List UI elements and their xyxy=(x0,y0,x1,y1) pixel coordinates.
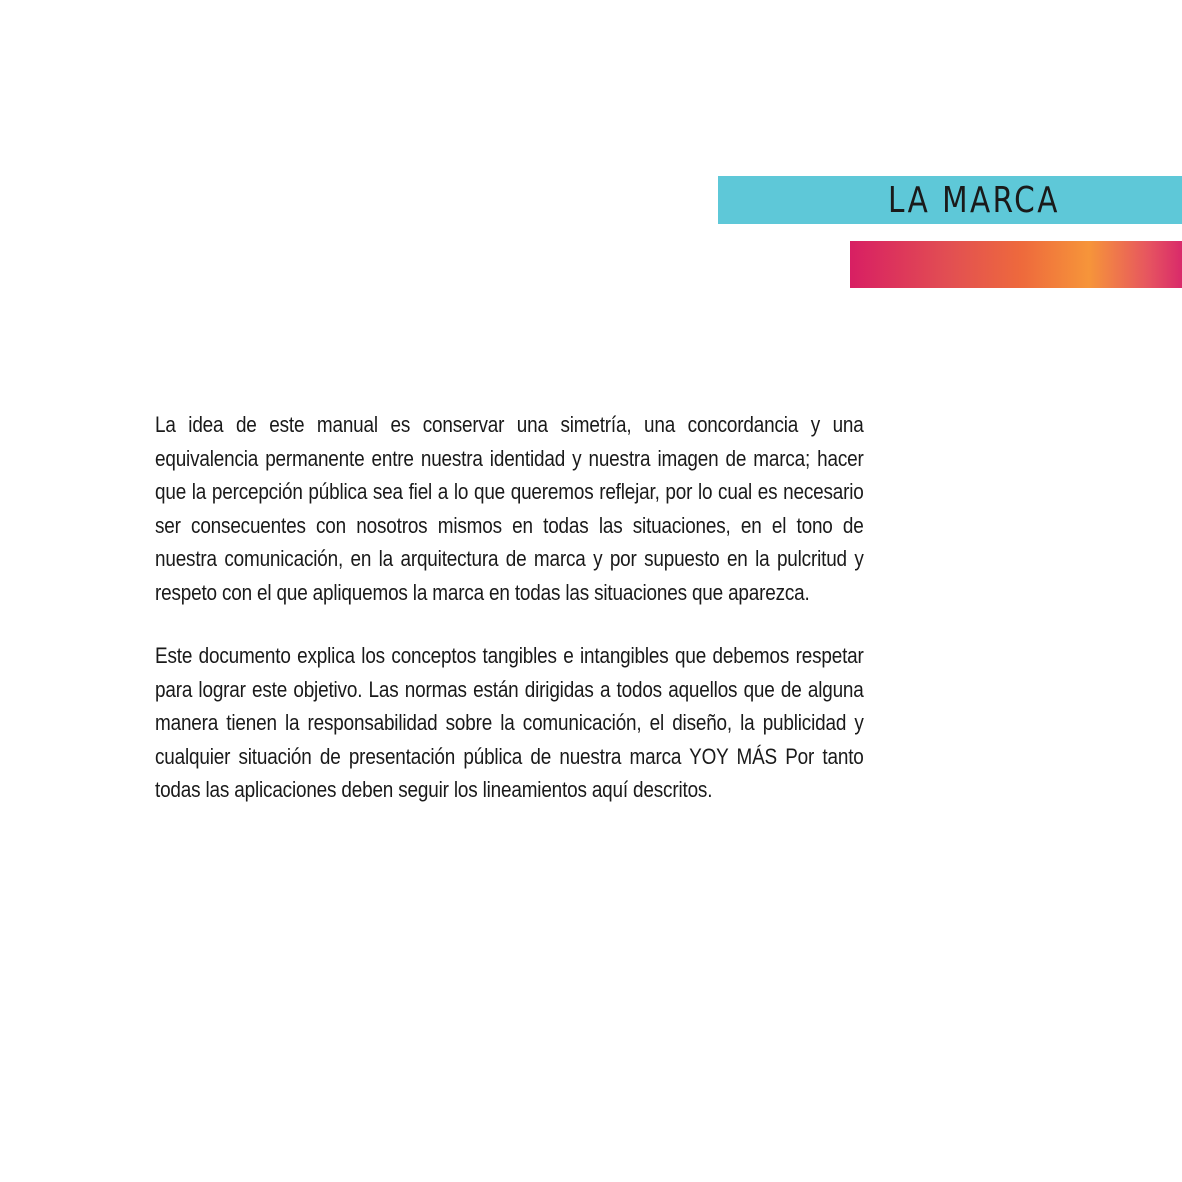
section-title: LA MARCA xyxy=(888,180,1060,221)
gradient-accent-bar xyxy=(850,241,1182,288)
section-title-bar xyxy=(718,176,1182,224)
body-text xyxy=(155,408,864,807)
paragraph-scope: Este documento explica los conceptos tangibles e intangibles que debemos respetar para lograr este objetivo. Las normas están dirigidas a todos aquellos que de alguna manera tienen la responsabilidad sobre la comunicación, el diseño, la publicidad y cualquier situación de presentación pública de nuestra marca YOY MÁS Por tanto todas las aplicaciones deben seguir los lineamientos aquí descritos. xyxy=(155,643,864,802)
paragraph-intro: La idea de este manual es conservar una simetría, una concordancia y una equivalencia permanente entre nuestra identidad y nuestra imagen de marca; hacer que la percepción pública sea fiel a lo que queremos reflejar, por lo cual es necesario ser consecuentes con nosotros mismos en todas las situaciones, en el tono de nuestra comunicación, en la arquitectura de marca y por supuesto en la pulcritud y respeto con el que apliquemos la marca en todas las situaciones que aparezca. xyxy=(155,412,864,605)
